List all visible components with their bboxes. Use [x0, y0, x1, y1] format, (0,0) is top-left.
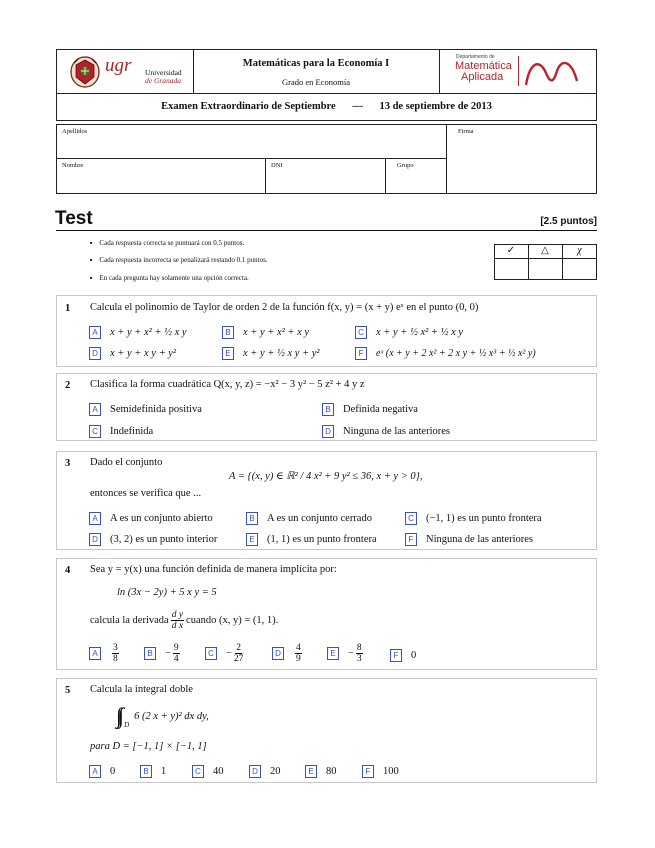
option-text: Ninguna de las anteriores [426, 534, 534, 545]
question-4-text: Sea y = y(x) una función definida de manera implícita por: [90, 564, 337, 575]
grupo-field[interactable] [387, 160, 444, 192]
integral-sign-icon: ∫∫ [116, 703, 121, 728]
ugr-crest-icon [68, 55, 102, 89]
header-divider-horizontal [56, 93, 597, 94]
option-text: A es un conjunto cerrado [267, 513, 372, 524]
question-1-option-a[interactable] [89, 326, 187, 339]
option-text: A es un conjunto abierto [110, 513, 213, 524]
dni-field[interactable] [267, 160, 383, 192]
option-text: x + y + x y + y² [110, 348, 177, 359]
question-3-text2: entonces se verifica que ... [90, 488, 202, 499]
exam-name: Examen Extraordinario de Septiembre [161, 101, 336, 112]
test-underline [56, 230, 597, 231]
question-5-option-e[interactable] [305, 765, 337, 778]
question-5-formula: 6 (2 x + y)² dx dy, [134, 710, 209, 722]
header-divider-right [439, 49, 440, 93]
question-1-option-c[interactable] [355, 326, 463, 339]
option-letter: F [355, 347, 367, 360]
question-3-number: 3 [65, 458, 71, 469]
option-text: 0 [110, 766, 116, 777]
option-letter: B [144, 647, 156, 660]
option-text: x + y + x² + ½ x y [110, 327, 187, 338]
question-4-text2 [90, 610, 278, 631]
question-2-option-c[interactable] [89, 425, 153, 438]
option-letter: A [89, 512, 101, 525]
question-5-text: Calcula la integral doble [90, 684, 193, 695]
exam-dash: — [352, 101, 363, 112]
option-text: Indefinida [110, 426, 154, 437]
question-5-integral [116, 703, 209, 729]
question-5-option-d[interactable] [249, 765, 281, 778]
firma-field[interactable] [448, 126, 595, 192]
question-4-text2b: cuando (x, y) = (1, 1). [186, 615, 279, 626]
question-1-option-f[interactable] [355, 347, 536, 360]
dept-curve-icon [524, 57, 580, 87]
option-letter: C [89, 425, 101, 438]
option-letter: F [390, 649, 402, 662]
option-text: 1 [161, 766, 167, 777]
question-3-option-b[interactable] [246, 512, 372, 525]
question-5-option-f[interactable] [362, 765, 399, 778]
question-3-option-e[interactable] [246, 533, 377, 546]
question-2-option-b[interactable] [322, 403, 418, 416]
option-letter: B [246, 512, 258, 525]
question-3-option-d[interactable] [89, 533, 217, 546]
blank-count-cell[interactable] [529, 259, 561, 279]
exam-date: 13 de septiembre de 2013 [379, 101, 492, 112]
option-text: (1, 1) es un punto frontera [267, 534, 377, 545]
option-letter: C [355, 326, 367, 339]
option-letter: B [322, 403, 334, 416]
question-4-option-e[interactable]: E − $\frac{8}{3}$ [327, 643, 365, 664]
option-letter: B [140, 765, 152, 778]
option-text: 0 [411, 650, 417, 661]
option-letter: E [327, 647, 339, 660]
option-letter: C [405, 512, 417, 525]
question-5-text2: para D = [−1, 1] × [−1, 1] [90, 741, 207, 752]
dni-grupo-divider [385, 158, 386, 194]
question-5-option-b[interactable] [140, 765, 166, 778]
option-text: Semidefinida positiva [110, 404, 202, 415]
firma-label: Firma [458, 128, 474, 135]
question-3-option-f[interactable] [405, 533, 533, 546]
apellidos-label: Apellidos [62, 128, 88, 135]
question-4-option-d[interactable] [272, 643, 304, 664]
option-text: eˣ (x + y + 2 x² + 2 x y + ½ x³ + ½ x² y) [376, 348, 536, 359]
question-3-option-c[interactable] [405, 512, 542, 525]
question-1-number: 1 [65, 303, 71, 314]
option-letter: E [305, 765, 317, 778]
dept-small-label: Departamento de [456, 54, 495, 60]
question-1-option-d[interactable] [89, 347, 176, 360]
question-1-option-e[interactable] [222, 347, 320, 360]
option-letter: E [246, 533, 258, 546]
option-letter: B [222, 326, 234, 339]
option-text: (−1, 1) es un punto frontera [426, 513, 542, 524]
option-fraction: $\frac{2}{27}$ [233, 643, 244, 664]
option-fraction: $\frac{9}{4}$ [173, 643, 179, 664]
test-title: Test [55, 208, 93, 229]
degree-name: Grado en Economía [282, 77, 350, 87]
option-letter: D [89, 533, 101, 546]
option-letter: A [89, 765, 101, 778]
option-text: 40 [213, 766, 224, 777]
option-letter: D [322, 425, 334, 438]
option-letter: F [362, 765, 374, 778]
ugr-university-label [145, 69, 182, 85]
question-4-text2a: calcula la derivada [90, 615, 169, 626]
correct-count-cell[interactable] [495, 259, 527, 279]
student-row-divider [56, 158, 446, 159]
ugr-university-line1: Universidad [145, 68, 182, 77]
dept-logo [446, 52, 594, 92]
option-text: x + y + x² + x y [243, 327, 310, 338]
grupo-label: Grupo [397, 162, 414, 169]
question-4-option-b[interactable]: B − $\frac{9}{4}$ [144, 643, 182, 664]
question-2-option-a[interactable] [89, 403, 202, 416]
dni-label: DNI [271, 162, 283, 169]
nombre-dni-divider [265, 158, 266, 194]
option-letter: F [405, 533, 417, 546]
question-3-text: Dado el conjunto [90, 457, 163, 468]
correct-icon: ✓ [506, 245, 516, 256]
question-4-formula: ln (3x − 2y) + 5 x y = 5 [117, 587, 217, 598]
option-letter: D [249, 765, 261, 778]
dept-name-line1: Matemática [455, 60, 512, 72]
option-text: 80 [326, 766, 337, 777]
blank-triangle-icon: △ [541, 245, 549, 256]
option-fraction: $\frac{4}{9}$ [296, 643, 301, 664]
incorrect-chi-icon: χ [577, 245, 582, 256]
question-4-number: 4 [65, 565, 71, 576]
question-4-option-a[interactable] [89, 643, 121, 664]
rule-2: ■ Cada respuesta incorrecta se penalizará restando 0.1 puntos. [90, 256, 268, 264]
option-fraction: $\frac{3}{8}$ [113, 643, 118, 664]
nombre-field[interactable] [58, 160, 263, 192]
option-letter: D [272, 647, 284, 660]
question-5-option-c[interactable] [192, 765, 224, 778]
ugr-university-line2: de Granada [145, 76, 182, 85]
integral-domain: D [124, 721, 130, 729]
option-text: x + y + ½ x² + ½ x y [376, 327, 464, 338]
option-text: (3, 2) es un punto interior [110, 534, 218, 545]
firma-divider [446, 124, 447, 194]
rule-3: ■ En cada pregunta hay solamente una opción correcta. [90, 274, 249, 282]
question-2-text: Clasifica la forma cuadrática Q(x, y, z) = −x² − 3 y² − 5 z² + 4 y z [90, 379, 365, 390]
exam-title-row [56, 101, 597, 112]
question-2-number: 2 [65, 380, 71, 391]
question-4-option-f[interactable] [390, 649, 416, 662]
option-text: 100 [383, 766, 399, 777]
course-title: Matemáticas para la Economía I [242, 58, 390, 69]
option-letter: C [192, 765, 204, 778]
option-letter: A [89, 647, 101, 660]
option-text: x + y + ½ x y + y² [243, 348, 320, 359]
incorrect-count-cell[interactable] [563, 259, 596, 279]
option-letter: E [222, 347, 234, 360]
ugr-wordmark: ugr [105, 55, 132, 76]
question-5-option-a[interactable] [89, 765, 115, 778]
option-fraction: $\frac{8}{3}$ [356, 643, 362, 664]
rule-1: ■ Cada respuesta correcta se puntuará con 0.5 puntos. [90, 239, 244, 247]
question-1-text: Calcula el polinomio de Taylor de orden 2 de la función f(x, y) = (x + y) eˣ en el punto (0, 0) [90, 302, 479, 313]
question-5-number: 5 [65, 685, 71, 696]
question-2-option-d[interactable] [322, 425, 450, 438]
dept-name-line2: Aplicada [461, 71, 504, 83]
ugr-logo [68, 55, 190, 89]
derivative-fraction: $\frac{\text{d y}}{\text{d x}}$ [171, 610, 184, 631]
nombre-label: Nombre [62, 162, 84, 169]
option-text: Ninguna de las anteriores [343, 426, 451, 437]
question-4-option-c[interactable]: C − $\frac{2}{27}$ [205, 643, 245, 664]
question-1-option-b[interactable] [222, 326, 309, 339]
option-text: 20 [270, 766, 281, 777]
option-letter: D [89, 347, 101, 360]
question-3-option-a[interactable] [89, 512, 213, 525]
apellidos-field[interactable] [58, 126, 444, 156]
option-letter: C [205, 647, 217, 660]
test-points: [2.5 puntos] [540, 216, 597, 227]
option-letter: A [89, 403, 101, 416]
question-3-formula: A = {(x, y) ∈ ℝ² / 4 x² + 9 y² ≤ 36, x + y > 0}, [229, 471, 423, 482]
option-letter: A [89, 326, 101, 339]
option-text: Definida negativa [343, 404, 418, 415]
